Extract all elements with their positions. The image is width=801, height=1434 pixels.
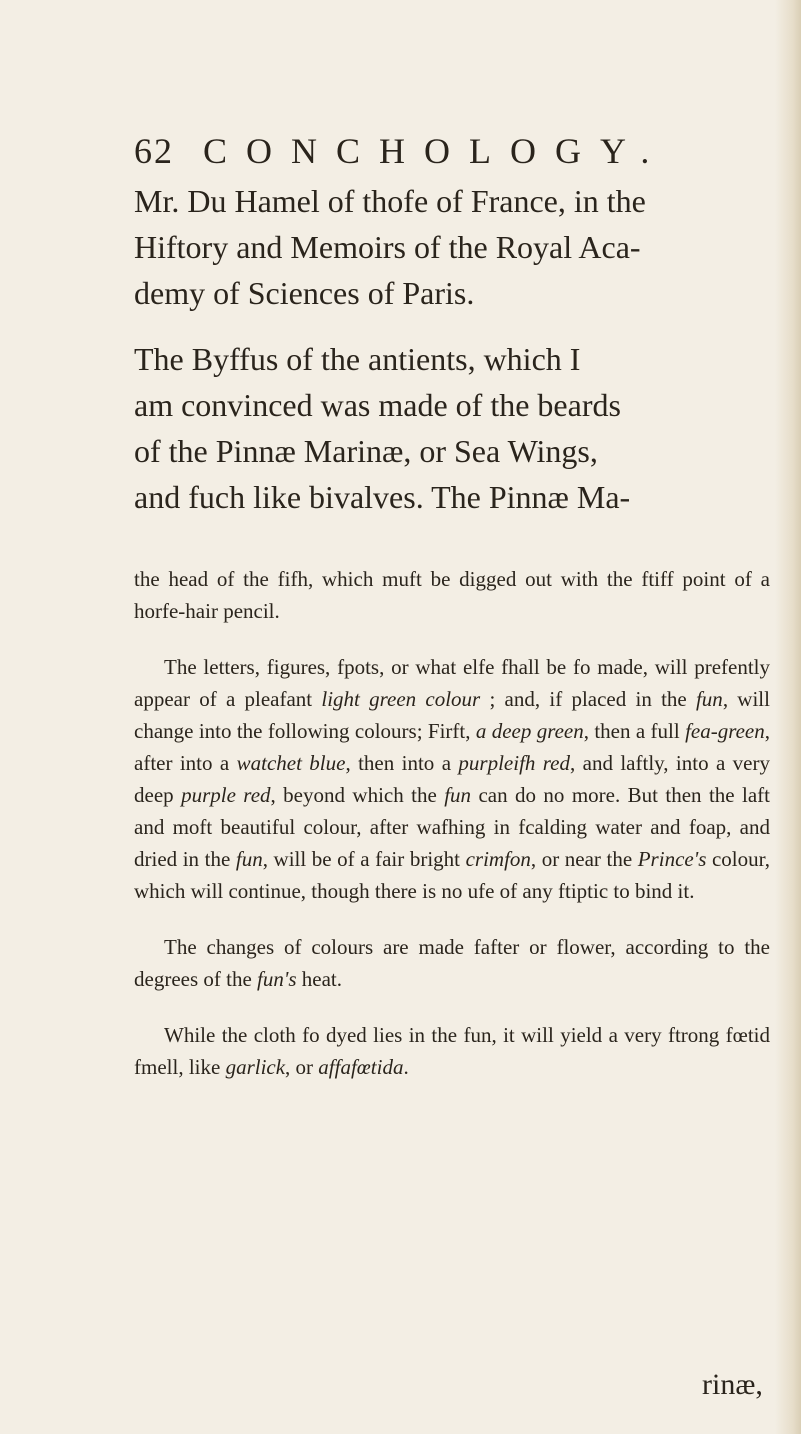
text-line: The Byffus of the antients, which I: [134, 341, 581, 377]
upper-paragraph-2: [134, 336, 774, 520]
page-number: 62: [134, 131, 174, 171]
text-line: am convinced was made of the beards: [134, 387, 621, 423]
paragraph: The letters, figures, fpots, or what elfe fhall be fo made, will prefently appear of a pleafant light green colour ; and, if placed in the fun, will change into the following colours; Firft, a deep green, then a full fea-green, after into a watchet blue, then into a purpleifh red, and laftly, into a very deep purple red, beyond which the fun can do no more. But then the laft and moft beautiful colour, after wafhing in fcalding water and foap, and dried in the fun, will be of a fair bright crimfon, or near the Prince's colour, which will continue, though there is no ufe of any ftiptic to bind it.: [134, 655, 771, 903]
running-title: CONCHOLOGY.: [203, 131, 669, 171]
text-line: and fuch like bivalves. The Pinnæ Ma-: [134, 479, 631, 515]
running-head: [134, 130, 668, 172]
text-line: of the Pinnæ Marinæ, or Sea Wings,: [134, 433, 598, 469]
paragraph: the head of the fifh, which muft be digged out with the ftiff point of a horfe-hair pencil.: [134, 567, 770, 623]
paragraph: The changes of colours are made fafter or flower, according to the degrees of the fun's heat.: [134, 935, 770, 991]
text-line: demy of Sciences of Paris.: [134, 275, 475, 311]
paragraph: While the cloth fo dyed lies in the fun, it will yield a very ftrong fœtid fmell, like garlick, or affafœtida.: [134, 1023, 770, 1079]
text-line: Hiftory and Memoirs of the Royal Aca-: [134, 229, 641, 265]
catchword: rinæ,: [702, 1368, 763, 1401]
page-gutter-shadow: [775, 0, 801, 1434]
lower-text-block: [134, 563, 770, 1083]
text-line: Mr. Du Hamel of thofe of France, in the: [134, 183, 646, 219]
upper-paragraph-1: [134, 178, 774, 316]
